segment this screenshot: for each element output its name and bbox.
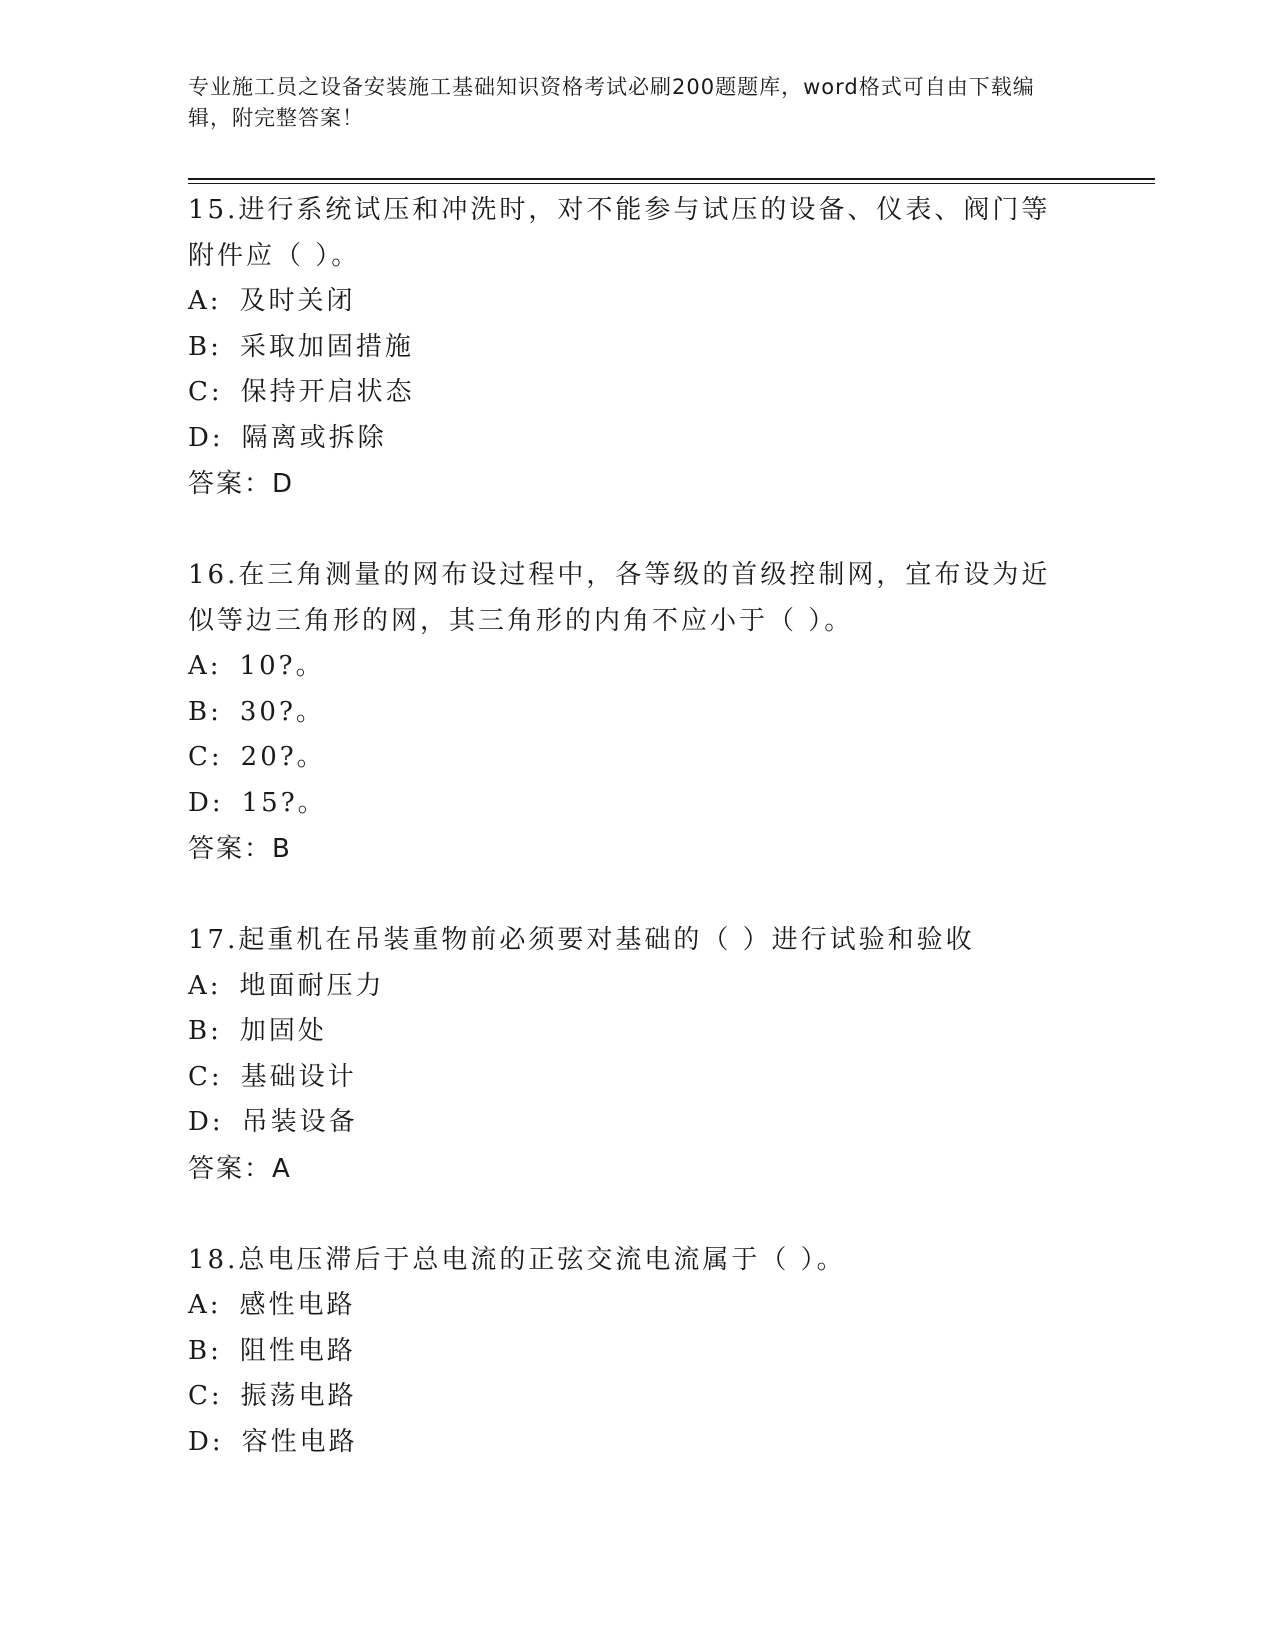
- option-letter: A:: [188, 286, 222, 316]
- option-text: 容性电路: [241, 1426, 358, 1457]
- option-b: [188, 1009, 1088, 1055]
- option-text: 振荡电路: [240, 1381, 357, 1411]
- option-text: 感性电路: [239, 1290, 356, 1320]
- question-list: [188, 188, 1088, 1511]
- option-letter: A:: [188, 970, 222, 1001]
- option-c: [188, 735, 1088, 781]
- option-letter: D:: [188, 422, 224, 453]
- option-d: [188, 1100, 1088, 1146]
- option-c: [188, 1374, 1088, 1420]
- option-letter: C:: [188, 1061, 223, 1092]
- option-a: [188, 1283, 1088, 1329]
- question-17: [188, 918, 1088, 1192]
- option-letter: B:: [188, 1335, 222, 1366]
- option-d: [188, 1420, 1088, 1466]
- option-b: [188, 1329, 1088, 1375]
- option-text: 加固处: [239, 1016, 327, 1046]
- option-text: 30?。: [239, 696, 325, 727]
- option-text: 隔离或拆除: [241, 422, 387, 453]
- option-text: 15?。: [241, 787, 327, 818]
- option-b: [188, 690, 1088, 736]
- option-a: [188, 964, 1088, 1010]
- option-text: 地面耐压力: [239, 970, 385, 1001]
- option-text: 采取加固措施: [239, 331, 414, 362]
- header-divider-thin: [188, 183, 1155, 184]
- option-text: 10?。: [239, 651, 325, 681]
- option-letter: B:: [188, 696, 222, 727]
- option-d: [188, 416, 1088, 462]
- option-c: [188, 1055, 1088, 1101]
- question-18: [188, 1238, 1088, 1466]
- option-letter: C:: [188, 377, 223, 407]
- option-letter: D:: [188, 787, 224, 818]
- option-text: 及时关闭: [239, 286, 356, 316]
- option-letter: D:: [188, 1107, 224, 1137]
- header-divider-thick: [188, 178, 1155, 180]
- option-text: 保持开启状态: [240, 377, 415, 407]
- option-letter: A:: [188, 1290, 222, 1320]
- option-text: 基础设计: [240, 1061, 357, 1092]
- option-text: 阻性电路: [239, 1335, 356, 1366]
- question-stem: 17.起重机在吊装重物前必须要对基础的（ ）进行试验和验收: [188, 925, 975, 955]
- option-d: [188, 781, 1088, 827]
- question-stem: 16.在三角测量的网布设过程中，各等级的首级控制网，宜布设为近似等边三角形的网，其三角形的内角不应小于（ ）。: [188, 560, 1051, 636]
- option-b: [188, 325, 1088, 371]
- option-letter: D:: [188, 1426, 224, 1457]
- option-c: [188, 370, 1088, 416]
- option-letter: C:: [188, 1381, 223, 1411]
- answer-label: 答案：B: [188, 834, 292, 864]
- question-stem: 15.进行系统试压和冲洗时，对不能参与试压的设备、仪表、阀门等附件应（ ）。: [188, 195, 1051, 271]
- option-letter: A:: [188, 651, 222, 681]
- question-stem: 18.总电压滞后于总电流的正弦交流电流属于（ ）。: [188, 1244, 846, 1275]
- option-text: 吊装设备: [241, 1107, 358, 1137]
- question-16: [188, 553, 1088, 872]
- option-letter: B:: [188, 1016, 222, 1046]
- option-letter: B:: [188, 331, 222, 362]
- question-15: [188, 188, 1088, 507]
- option-letter: C:: [188, 742, 223, 772]
- document-header: 专业施工员之设备安装施工基础知识资格考试必刷200题题库，word格式可自由下载编辑，附完整答案！: [188, 75, 1035, 130]
- answer-label: 答案：D: [188, 469, 295, 499]
- option-text: 20?。: [240, 742, 326, 772]
- option-a: [188, 644, 1088, 690]
- option-a: [188, 279, 1088, 325]
- answer-label: 答案：A: [188, 1153, 292, 1184]
